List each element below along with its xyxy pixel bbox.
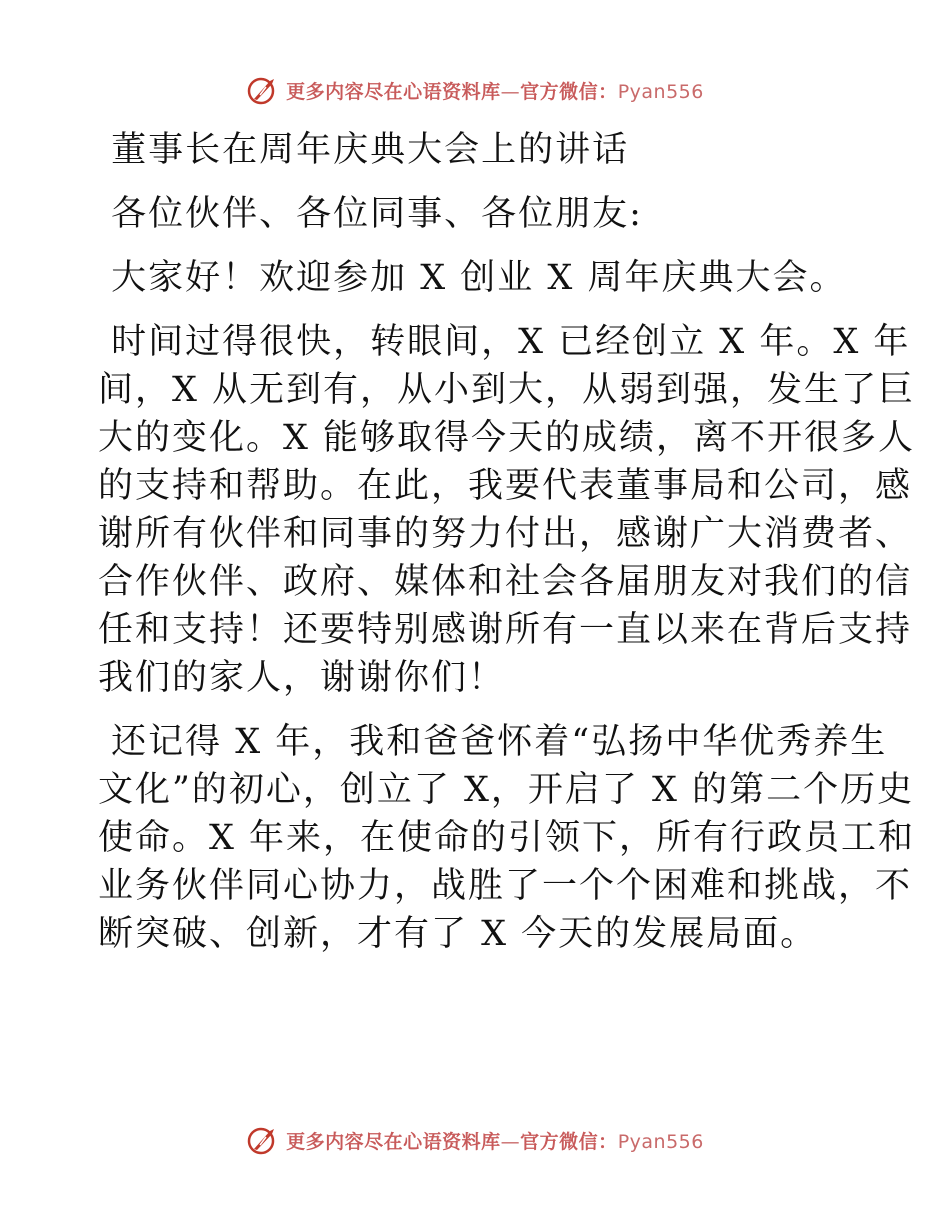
quill-pen-logo-icon [246, 1123, 280, 1157]
paragraph-line: 谢所有伙伴和同事的努力付出，感谢广大消费者、 [98, 514, 913, 554]
footer-watermark [0, 1120, 950, 1160]
watermark-wechat-id: Pyan556 [617, 80, 704, 103]
watermark-dash: — [500, 1130, 521, 1153]
watermark-site-text: 更多内容尽在心语资料库 [286, 80, 501, 103]
paragraph-line: 业务伙伴同心协力，战胜了一个个困难和挑战，不 [98, 866, 913, 906]
paragraph-3 [98, 718, 916, 958]
paragraph-line: 任和支持！还要特别感谢所有一直以来在背后支持 [98, 610, 913, 650]
paragraph-line: 使命。X 年来，在使命的引领下，所有行政员工和 [98, 818, 916, 858]
paragraph-line: 断突破、创新，才有了 X 今天的发展局面。 [98, 914, 818, 954]
paragraph-line: 时间过得很快，转眼间，X 已经创立 X 年。X 年 [98, 322, 911, 362]
paragraph-line: 大家好！欢迎参加 X 创业 X 周年庆典大会。 [98, 258, 847, 298]
watermark-text [286, 77, 704, 104]
greeting-line: 各位伙伴、各位同事、各位朋友: [98, 194, 643, 234]
paragraph-2 [98, 318, 916, 702]
paragraph-line: 大的变化。X 能够取得今天的成绩，离不开很多人 [98, 418, 916, 458]
paragraph-line: 我们的家人，谢谢你们！ [98, 658, 506, 698]
watermark-wechat-id: Pyan556 [617, 1130, 704, 1153]
paragraph-line: 合作伙伴、政府、媒体和社会各届朋友对我们的信 [98, 562, 913, 602]
paragraph-line: 还记得 X 年，我和爸爸怀着“弘扬中华优秀养生 [98, 722, 888, 762]
watermark-wechat-label: 官方微信： [520, 80, 618, 103]
paragraph-line: 间，X 从无到有，从小到大，从弱到强，发生了巨 [98, 370, 916, 410]
paragraph-1 [98, 254, 858, 302]
watermark-dash: — [500, 80, 521, 103]
document-body [98, 126, 916, 974]
watermark-site-text: 更多内容尽在心语资料库 [286, 1130, 501, 1153]
paragraph-line: 文化”的初心，创立了 X，开启了 X 的第二个历史 [98, 770, 915, 810]
paragraph-line: 的支持和帮助。在此，我要代表董事局和公司，感 [98, 466, 913, 506]
header-watermark [0, 70, 950, 110]
watermark-wechat-label: 官方微信： [520, 1130, 618, 1153]
document-title: 董事长在周年庆典大会上的讲话 [98, 130, 630, 170]
watermark-text [286, 1127, 704, 1154]
quill-pen-logo-icon [246, 73, 280, 107]
